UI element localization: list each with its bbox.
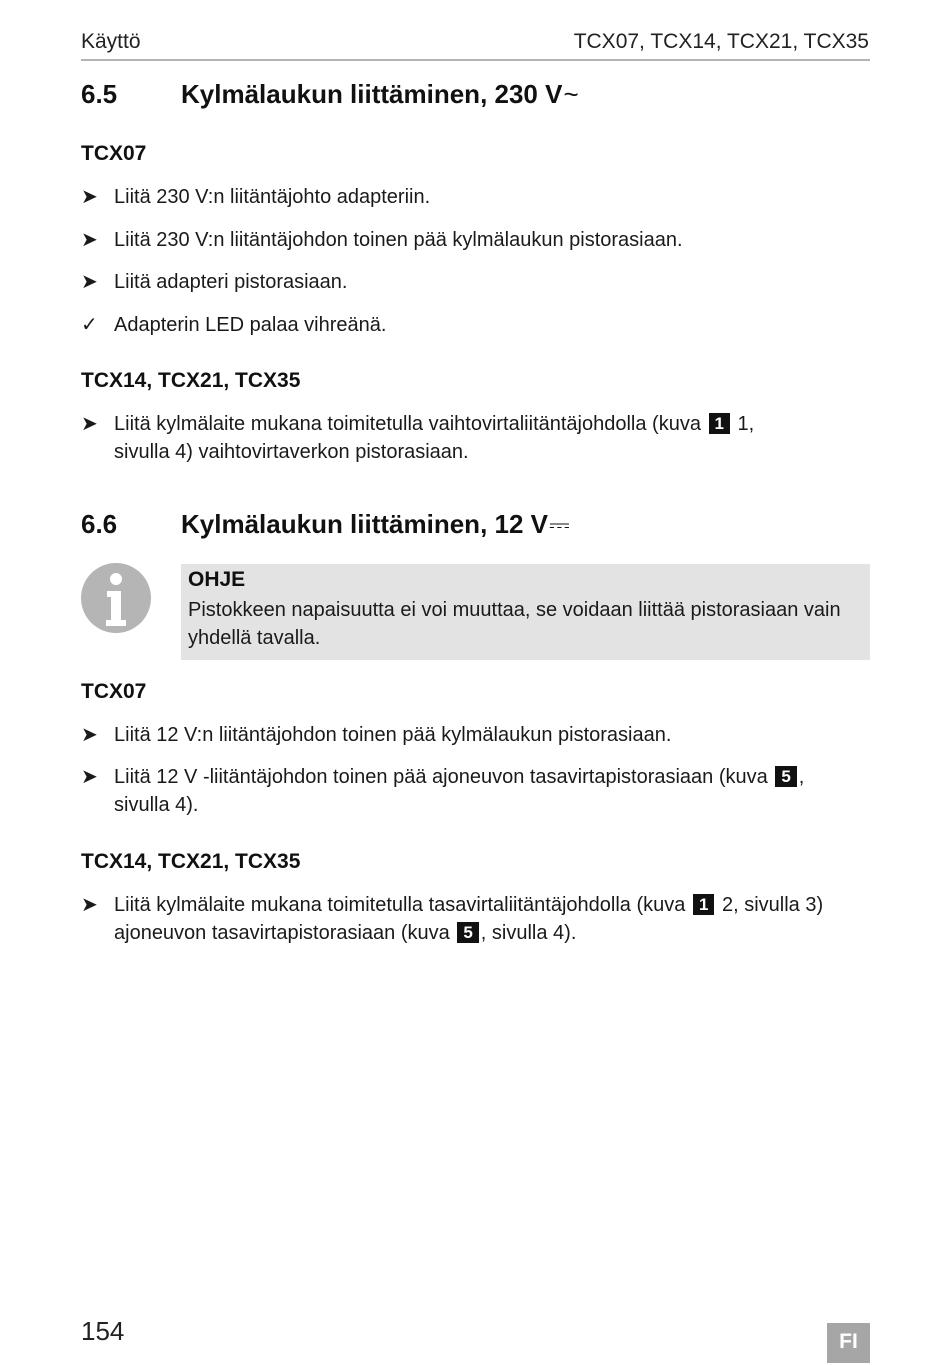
model-heading: TCX14, TCX21, TCX35 xyxy=(81,369,301,392)
header-section-label: Käyttö xyxy=(81,30,141,53)
section-number: 6.6 xyxy=(81,509,118,539)
model-heading: TCX07 xyxy=(81,680,147,703)
note-box xyxy=(181,564,870,660)
step-text: Liitä 230 V:n liitäntäjohdon toinen pää kylmälaukun pistorasiaan. xyxy=(114,229,683,251)
language-code: FI xyxy=(839,1330,858,1353)
section-heading-6-6 xyxy=(81,509,870,543)
ac-symbol: ~ xyxy=(563,79,579,109)
step-text: Liitä 12 V:n liitäntäjohdon toinen pää kylmälaukun pistorasiaan. xyxy=(114,724,672,746)
arrow-bullet-icon: ➤ xyxy=(81,724,98,746)
model-heading: TCX07 xyxy=(81,142,147,165)
step-item xyxy=(81,183,870,211)
step-item xyxy=(81,891,870,947)
result-item xyxy=(81,311,870,339)
step-text-part: sivulla 4). xyxy=(114,794,199,816)
step-item xyxy=(81,268,870,296)
section-title-text: Kylmälaukun liittäminen, 230 V xyxy=(181,79,563,109)
figure-badge: 1 xyxy=(709,413,730,434)
header-models-label: TCX07, TCX14, TCX21, TCX35 xyxy=(573,30,869,53)
step-item xyxy=(81,226,870,254)
section-title xyxy=(181,79,579,110)
arrow-bullet-icon: ➤ xyxy=(81,894,98,916)
step-text-part: 1, xyxy=(737,413,755,435)
step-text-part: , sivulla 4). xyxy=(480,922,577,944)
arrow-bullet-icon: ➤ xyxy=(81,229,98,251)
step-text-part: Liitä 12 V -liitäntäjohdon toinen pää ajoneuvon tasavirtapistorasiaan (kuva xyxy=(114,766,768,788)
note-text: Pistokkeen napaisuutta ei voi muuttaa, se voidaan liittää pistorasiaan vain yhdellä tavalla. xyxy=(188,599,841,649)
result-text: Adapterin LED palaa vihreänä. xyxy=(114,314,387,336)
step-text-part: sivulla 4) vaihtovirtaverkon pistorasiaan. xyxy=(114,441,469,463)
step-text-part: , xyxy=(798,766,805,788)
step-text-part: Liitä kylmälaite mukana toimitetulla vaihtovirtaliitäntäjohdolla (kuva xyxy=(114,413,701,435)
section-title-text: Kylmälaukun liittäminen, 12 V xyxy=(181,509,548,539)
note-title: OHJE xyxy=(188,568,246,591)
step-item xyxy=(81,763,870,819)
model-heading: TCX14, TCX21, TCX35 xyxy=(81,850,301,873)
arrow-bullet-icon: ➤ xyxy=(81,186,98,208)
section-title xyxy=(181,509,570,541)
arrow-bullet-icon: ➤ xyxy=(81,271,98,293)
section-number: 6.5 xyxy=(81,79,118,109)
arrow-bullet-icon: ➤ xyxy=(81,413,98,435)
section-heading-6-5 xyxy=(81,79,870,113)
arrow-bullet-icon: ➤ xyxy=(81,766,98,788)
dc-symbol: ⎓ xyxy=(549,509,570,539)
step-text: Liitä 230 V:n liitäntäjohto adapteriin. xyxy=(114,186,431,208)
step-text xyxy=(114,410,870,466)
step-text-part: 2, sivulla 3) xyxy=(721,894,824,916)
step-text-part: Liitä kylmälaite mukana toimitetulla tasavirtaliitäntäjohdolla (kuva xyxy=(114,894,686,916)
figure-badge: 5 xyxy=(457,922,478,943)
info-icon xyxy=(80,562,152,634)
header-divider xyxy=(81,59,870,61)
checkmark-icon: ✓ xyxy=(81,314,98,336)
step-text xyxy=(114,891,870,947)
language-tab xyxy=(827,1323,870,1363)
step-item xyxy=(81,721,870,749)
step-text xyxy=(114,763,870,819)
figure-badge: 1 xyxy=(693,894,714,915)
figure-badge: 5 xyxy=(775,766,796,787)
step-item xyxy=(81,410,870,466)
page-number: 154 xyxy=(81,1316,125,1346)
step-text: Liitä adapteri pistorasiaan. xyxy=(114,271,348,293)
step-text-part: ajoneuvon tasavirtapistorasiaan (kuva xyxy=(114,922,450,944)
